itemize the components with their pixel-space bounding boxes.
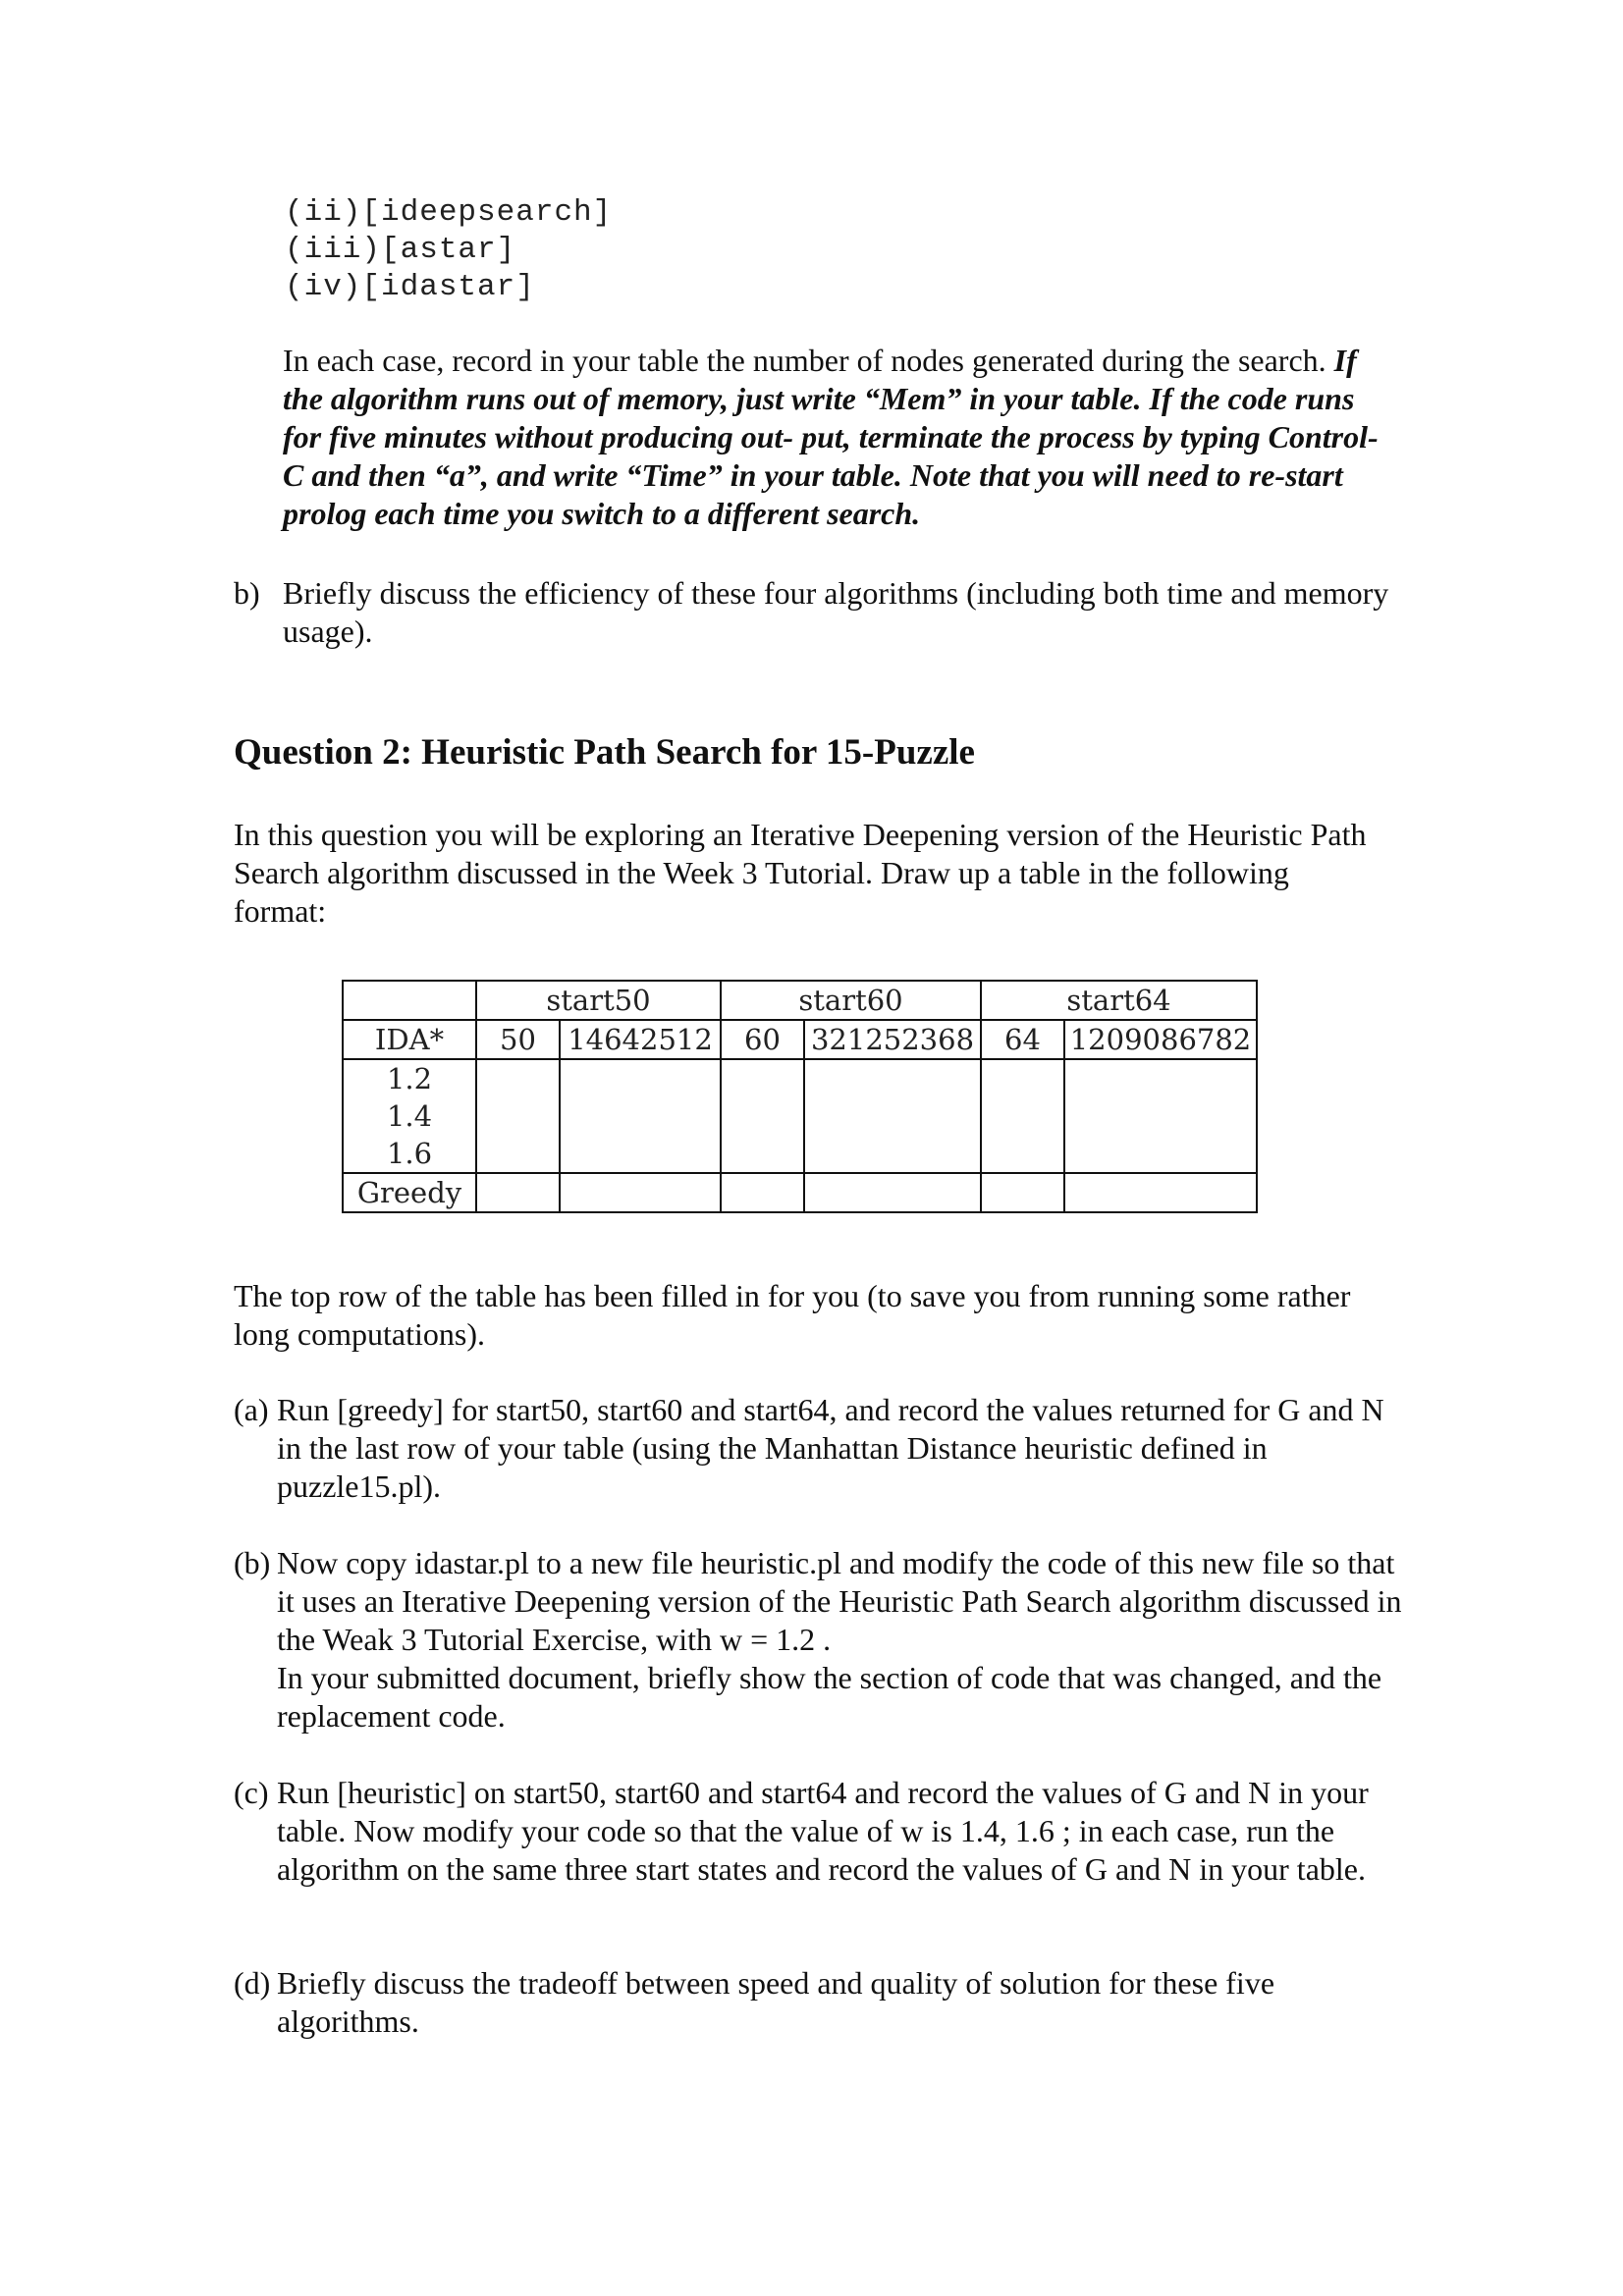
record-instructions-emphasis: If the algorithm runs out of memory, just write “Mem” in your table. If the code runs for five minutes without producing out- put, terminate the process by typing Control-C and then “a”, and write “Time” in your table. Note that you will need to re-start prolog each time you switch to a different search. [283,343,1379,531]
record-instructions-plain: In each case, record in your table the number of nodes generated during the search. [283,343,1326,378]
table-cell [804,1135,981,1173]
table-cell [804,1173,981,1212]
table-cell: 64 [981,1020,1064,1059]
part-c-label: (c) [234,1775,269,1810]
table-header: start60 [721,981,981,1020]
table-row [343,1020,1257,1059]
part-d-label: (d) [234,1965,271,2001]
table-cell [1064,1097,1257,1135]
code-block [285,194,612,306]
table-cell [981,1173,1064,1212]
top-row-note: The top row of the table has been filled in for you (to save you from running some rather long computations). [234,1278,1351,1352]
code-line: (iii)[astar] [285,233,516,267]
table-row [343,1059,1257,1097]
code-line: (iv)[idastar] [285,270,535,304]
table-cell [1064,1059,1257,1097]
row-label: Greedy [343,1173,476,1212]
table-corner [343,981,476,1020]
table-header-row [343,981,1257,1020]
table-cell [804,1097,981,1135]
item-b [234,574,1392,651]
part-d [234,1964,1407,2041]
part-a [234,1391,1407,1506]
part-b-label: (b) [234,1545,271,1580]
table-cell [981,1059,1064,1097]
table-row [343,1173,1257,1212]
table-cell: 321252368 [804,1020,981,1059]
table-cell [1064,1135,1257,1173]
table-cell [721,1059,804,1097]
part-c-text: Run [heuristic] on start50, start60 and start64 and record the values of G and N in your table. Now modify your code so that the value of w is 1.4, 1.6 ; in each case, run the algorithm on the same three start states and record the values of G and N in your table. [277,1775,1369,1887]
part-a-text: Run [greedy] for start50, start60 and start64, and record the values returned for G and N in the last row of your table (using the Manhattan Distance heuristic defined in puzzle15.pl). [277,1392,1384,1504]
row-label: IDA* [343,1020,476,1059]
part-c [234,1774,1407,1889]
table-header: start64 [981,981,1257,1020]
table-cell [804,1059,981,1097]
row-label: 1.4 [343,1097,476,1135]
table-cell [560,1173,721,1212]
table-cell [1064,1173,1257,1212]
table-cell [721,1135,804,1173]
table-cell [560,1135,721,1173]
results-table [342,980,1258,1213]
table-cell: 60 [721,1020,804,1059]
table-cell [560,1059,721,1097]
table-cell [981,1097,1064,1135]
table-cell [476,1173,560,1212]
table-cell [476,1059,560,1097]
table-row [343,1097,1257,1135]
table-header: start50 [476,981,721,1020]
row-label: 1.6 [343,1135,476,1173]
table-cell: 14642512 [560,1020,721,1059]
code-line: (ii)[ideepsearch] [285,195,613,230]
part-b-text-2: In your submitted document, briefly show the section of code that was changed, and the replacement code. [277,1660,1382,1734]
part-b-text: Now copy idastar.pl to a new file heuristic.pl and modify the code of this new file so that it uses an Iterative Deepening version of the Heuristic Path Search algorithm discussed in the Weak 3 Tutorial Exercise, with w = 1.2 . [277,1545,1402,1657]
table-cell [476,1097,560,1135]
part-a-label: (a) [234,1392,269,1427]
table-cell [721,1097,804,1135]
item-b-text: Briefly discuss the efficiency of these four algorithms (including both time and memory usage). [283,575,1389,649]
record-instructions [283,342,1392,533]
part-b [234,1544,1407,1735]
table-cell [721,1173,804,1212]
table-row [343,1135,1257,1173]
row-label: 1.2 [343,1059,476,1097]
item-b-label: b) [234,575,260,611]
table-cell [476,1135,560,1173]
part-d-text: Briefly discuss the tradeoff between speed and quality of solution for these five algorithms. [277,1965,1275,2039]
table-cell: 1209086782 [1064,1020,1257,1059]
page-title: Question 2: Heuristic Path Search for 15-Puzzle [234,732,975,773]
table-cell [560,1097,721,1135]
table-cell: 50 [476,1020,560,1059]
table-cell [981,1135,1064,1173]
question-intro: In this question you will be exploring an Iterative Deepening version of the Heuristic Path Search algorithm discussed in the Week 3 Tutorial. Draw up a table in the following format: [234,817,1367,929]
